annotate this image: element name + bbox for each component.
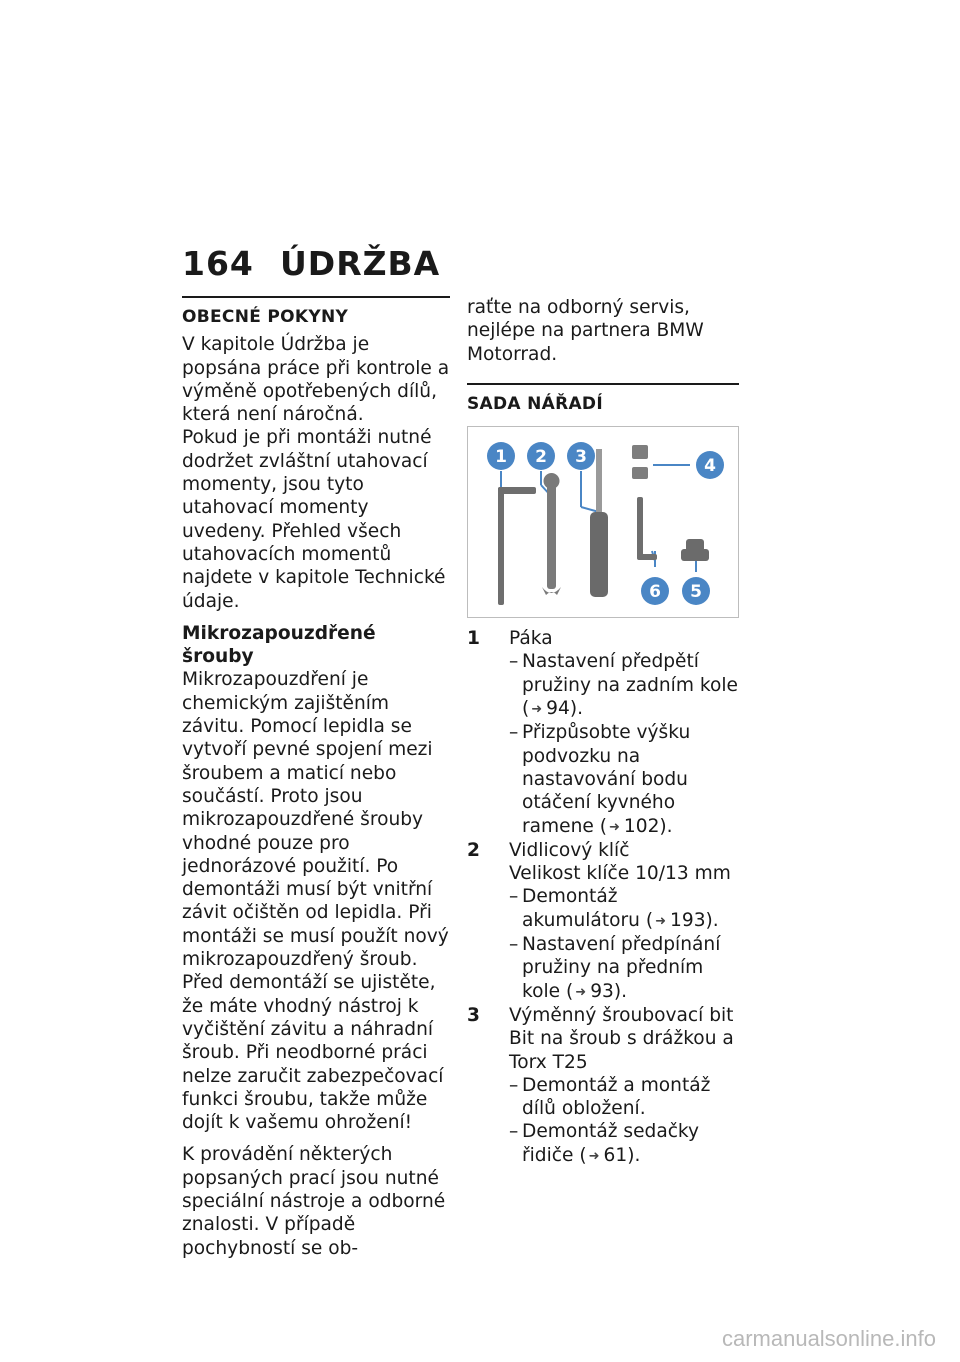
subsection-title: Mikrozapouzdřené šrouby bbox=[182, 622, 376, 668]
list-item bbox=[467, 1004, 739, 1168]
screwdriver-tool bbox=[590, 449, 608, 597]
item-title: Páka bbox=[509, 628, 553, 650]
subitem-text: Demontáž akumulátoru bbox=[522, 886, 640, 931]
callout-4 bbox=[696, 451, 724, 479]
chapter-title: ÚDRŽBA bbox=[280, 244, 441, 283]
watermark: carmanualsonline.info bbox=[721, 1326, 936, 1351]
item-number: 2 bbox=[467, 839, 480, 861]
right-column bbox=[467, 296, 739, 1168]
section-title-toolkit: SADA NÁŘADÍ bbox=[467, 393, 603, 414]
item-number: 3 bbox=[467, 1004, 480, 1026]
section-title-general: OBECNÉ POKYNY bbox=[182, 307, 349, 327]
item-title: Vidlicový klíč bbox=[509, 839, 630, 861]
svg-text:2: 2 bbox=[535, 447, 547, 468]
lever-tool bbox=[498, 487, 536, 605]
item-title: Výměnný šroubovací bit bbox=[509, 1004, 734, 1026]
svg-text:1: 1 bbox=[495, 447, 507, 468]
toolkit-figure bbox=[467, 426, 739, 618]
bit-set bbox=[632, 445, 648, 479]
list-subitem: – Přizpůsobte výšku podvozku na nastavování bodu otáčení kyvného ramene ( ➜ 102). bbox=[509, 721, 739, 838]
section-rule bbox=[467, 383, 739, 385]
callout-2 bbox=[527, 442, 555, 470]
callout-3 bbox=[567, 442, 595, 470]
list-item bbox=[467, 839, 739, 1004]
page-header bbox=[182, 244, 440, 283]
section-rule bbox=[182, 296, 450, 298]
tool-list bbox=[467, 627, 739, 1168]
page-ref-link[interactable]: 93). bbox=[590, 980, 628, 1002]
page-ref-link[interactable]: 61). bbox=[603, 1144, 641, 1166]
page-ref-arrow-icon: ➜ bbox=[531, 702, 543, 718]
callout-6 bbox=[641, 577, 669, 605]
page-ref-link[interactable]: 94). bbox=[546, 698, 583, 720]
item-detail: Bit na šroub s drážkou a Torx T25 bbox=[509, 1028, 734, 1073]
left-column bbox=[182, 296, 450, 1260]
list-subitem: – Nastavení předpětí pružiny na zadním kole ( ➜ 94). bbox=[509, 650, 739, 721]
page-ref-link[interactable]: 193). bbox=[670, 909, 719, 931]
paragraph: V kapitole Údržba je popsána práce při kontrole a výměně opotřebených dílů, která není náročná. bbox=[182, 334, 450, 426]
subitem-text: Nastavení předpětí pružiny na zadním kole bbox=[522, 651, 738, 696]
page-ref-arrow-icon: ➜ bbox=[575, 984, 587, 1000]
list-subitem: – Demontáž akumulátoru ( ➜ 193). bbox=[509, 885, 739, 933]
svg-text:6: 6 bbox=[649, 582, 661, 603]
callout-5 bbox=[682, 577, 710, 605]
svg-text:3: 3 bbox=[575, 447, 587, 468]
toolkit-illustration bbox=[468, 427, 738, 617]
page-ref-link[interactable]: 102). bbox=[623, 815, 673, 837]
item-detail: Velikost klíče 10/13 mm bbox=[509, 863, 731, 885]
svg-text:5: 5 bbox=[690, 582, 702, 603]
page-ref-arrow-icon: ➜ bbox=[609, 819, 620, 835]
subitem-text: Demontáž sedačky řidiče bbox=[522, 1121, 700, 1166]
item-number: 1 bbox=[467, 628, 480, 650]
page-ref-arrow-icon: ➜ bbox=[655, 913, 667, 929]
paragraph: raťte na odborný servis, nejlépe na partnera BMW Motorrad. bbox=[467, 297, 704, 365]
list-subitem: – Nastavení předpínání pružiny na předním kole ( ➜ 93). bbox=[509, 933, 739, 1004]
page-number: 164 bbox=[182, 244, 254, 283]
paragraph: K provádění některých popsaných prací jsou nutné speciální nástroje a odborné znalosti. V případě pochybností se ob- bbox=[182, 1144, 446, 1259]
allen-key bbox=[637, 497, 657, 560]
page-ref-arrow-icon: ➜ bbox=[588, 1148, 600, 1164]
subitem-text: Přizpůsobte výšku podvozku na nastavování bodu otáčení kyvného ramene bbox=[522, 722, 691, 837]
list-subitem: – Demontáž sedačky řidiče ( ➜ 61). bbox=[509, 1120, 739, 1168]
subitem-text: Nastavení předpínání pružiny na předním kole bbox=[522, 934, 721, 1002]
wrench-tool bbox=[542, 473, 561, 595]
callout-1 bbox=[487, 442, 515, 470]
list-subitem: – Demontáž a montáž dílů obložení. bbox=[509, 1074, 739, 1121]
bit-adapter bbox=[681, 539, 709, 561]
list-item bbox=[467, 627, 739, 839]
paragraph: Mikrozapouzdření je chemickým zajištěním závitu. Pomocí lepidla se vytvoří pevné spojení mezi šroubem a maticí nebo součástí. Proto jsou mikrozapouzdřené šrouby vhodné pouze pro jednorázové použití. Po demontáži musí být vnitřní závit očištěn od lepidla. Při montáži se musí použít nový mikrozapouzdřený šroub. Před demontáží se ujistěte, že máte vhodný nástroj k vyčištění závitu a náhradní šroub. Při neodborné práci nelze zaručit zabezpečovací funkci šroubu, takže může dojít k vašemu ohrožení! bbox=[182, 669, 449, 1134]
svg-text:4: 4 bbox=[704, 456, 716, 477]
paragraph: Pokud je při montáži nutné dodržet zvláštní utahovací momenty, jsou tyto utahovací momenty uvedeny. Přehled všech utahovacích momentů najdete v kapitole Technické údaje. bbox=[182, 427, 446, 612]
subitem-text: Demontáž a montáž dílů obložení. bbox=[522, 1074, 711, 1120]
